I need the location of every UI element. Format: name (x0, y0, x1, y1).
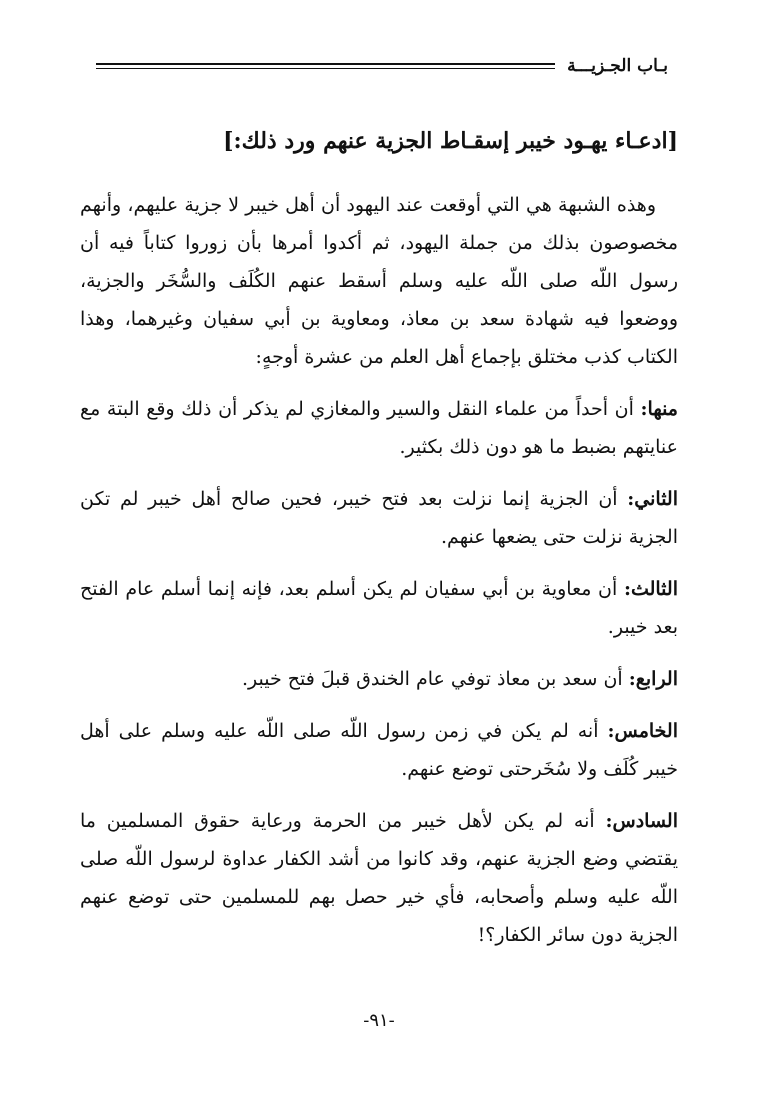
item-text: أن الجزية إنما نزلت بعد فتح خيبر، فحين صالح أهل خيبر لم تكن الجزية نزلت حتى يضعها عنهم. (80, 488, 678, 548)
section-heading: [ادعـاء يهـود خيبر إسقـاط الجزية عنهم ورد ذلك:] (223, 128, 678, 154)
item-text: أن أحداً من علماء النقل والسير والمغازي لم يذكر أن ذلك وقع البتة مع عنايتهم بضبط ما هو دون ذلك بكثير. (80, 398, 678, 458)
item-lead: منها: (640, 398, 678, 420)
item-lead: الرابع: (628, 668, 678, 690)
list-item (80, 712, 678, 788)
page-number: -٩١- (363, 1010, 395, 1031)
running-title: بـاب الجـزيـــة (567, 56, 668, 76)
item-lead: الخامس: (607, 720, 678, 742)
list-item (80, 660, 678, 698)
item-lead: الثالث: (623, 578, 678, 600)
running-header (96, 54, 668, 78)
list-item (80, 480, 678, 556)
item-text: أن سعد بن معاذ توفي عام الخندق قبلَ فتح خيبر. (242, 668, 629, 690)
item-text: أنه لم يكن في زمن رسول اللّه صلى اللّه عليه وسلم على أهل خيبر كُلَف ولا سُخَرحتى توضع عنهم. (80, 720, 678, 780)
list-item (80, 570, 678, 646)
item-text: أن معاوية بن أبي سفيان لم يكن أسلم بعد، فإنه إنما أسلم عام الفتح بعد خيبر. (80, 578, 678, 638)
intro-paragraph: وهذه الشبهة هي التي أوقعت عند اليهود أن أهل خيبر لا جزية عليهم، وأنهم مخصوصون بذلك من جملة اليهود، ثم أكدوا أمرها بأن زوروا كتاباً فيه أن رسول اللّه صلى اللّه عليه وسلم أسقط عنهم الكُلَف والسُّخَر والجزية، ووضعوا فيه شهادة سعد بن معاذ، ومعاوية بن أبي سفيان وغيرهما، وهذا الكتاب كذب مختلق بإجماع أهل العلم من عشرة أوجهٍ: (80, 194, 678, 368)
item-lead: الثاني: (627, 488, 678, 510)
header-rule (96, 63, 555, 69)
list-item (80, 802, 678, 954)
item-lead: السادس: (605, 810, 678, 832)
list-item (80, 390, 678, 466)
page-body (80, 122, 678, 968)
item-text: أنه لم يكن لأهل خيبر من الحرمة ورعاية حقوق المسلمين ما يقتضي وضع الجزية عنهم، وقد كانوا من أشد الكفار عداوة لرسول اللّه صلى اللّه عليه وسلم وأصحابه، فأي خير حصل بهم للمسلمين حتى توضع عنهم الجزية دون سائر الكفار؟! (80, 810, 678, 946)
